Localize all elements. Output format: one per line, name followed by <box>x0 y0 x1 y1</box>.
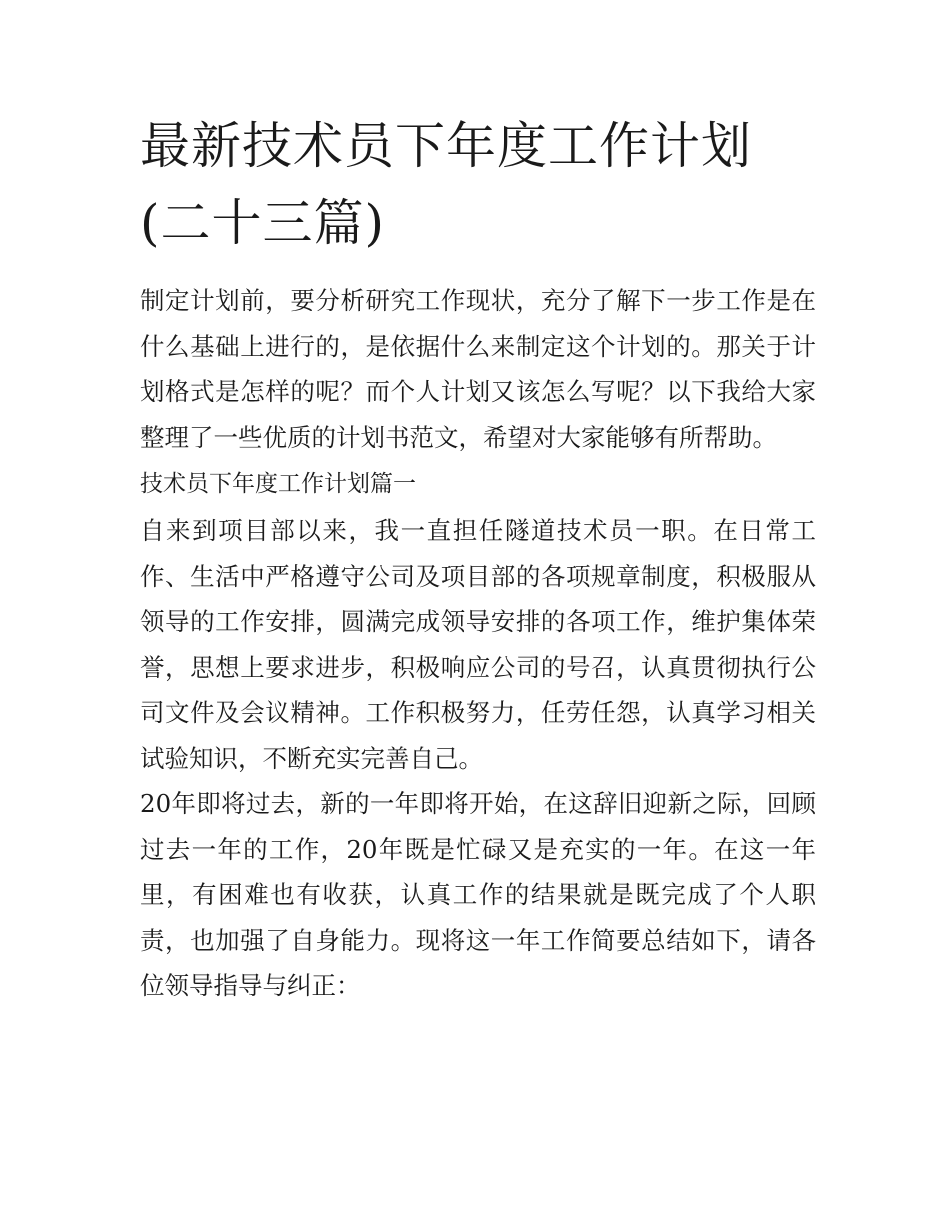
body-paragraph-2: 20年即将过去，新的一年即将开始，在这辞旧迎新之际，回顾过去一年的工作，20年既是忙碌又是充实的一年。在这一年里，有困难也有收获，认真工作的结果就是既完成了个人职责，也加强了自身能力。现将这一年工作简要总结如下，请各位领导指导与纠正： <box>140 789 816 1000</box>
document-title: 最新技术员下年度工作计划(二十三篇) <box>140 117 752 252</box>
intro-paragraph: 制定计划前，要分析研究工作现状，充分了解下一步工作是在什么基础上进行的，是依据什么来制定这个计划的。那关于计划格式是怎样的呢？而个人计划又该怎么写呢？以下我给大家整理了一些优质的计划书范文，希望对大家能够有所帮助。 <box>140 286 816 452</box>
document-body <box>140 278 816 1009</box>
body-paragraph-1: 自来到项目部以来，我一直担任隧道技术员一职。在日常工作、生活中严格遵守公司及项目部的各项规章制度，积极服从领导的工作安排，圆满完成领导安排的各项工作，维护集体荣誉，思想上要求进步，积极响应公司的号召，认真贯彻执行公司文件及会议精神。工作积极努力，任劳任怨，认真学习相关试验知识，不断充实完善自己。 <box>140 516 816 773</box>
section-heading: 技术员下年度工作计划篇一 <box>140 471 416 497</box>
